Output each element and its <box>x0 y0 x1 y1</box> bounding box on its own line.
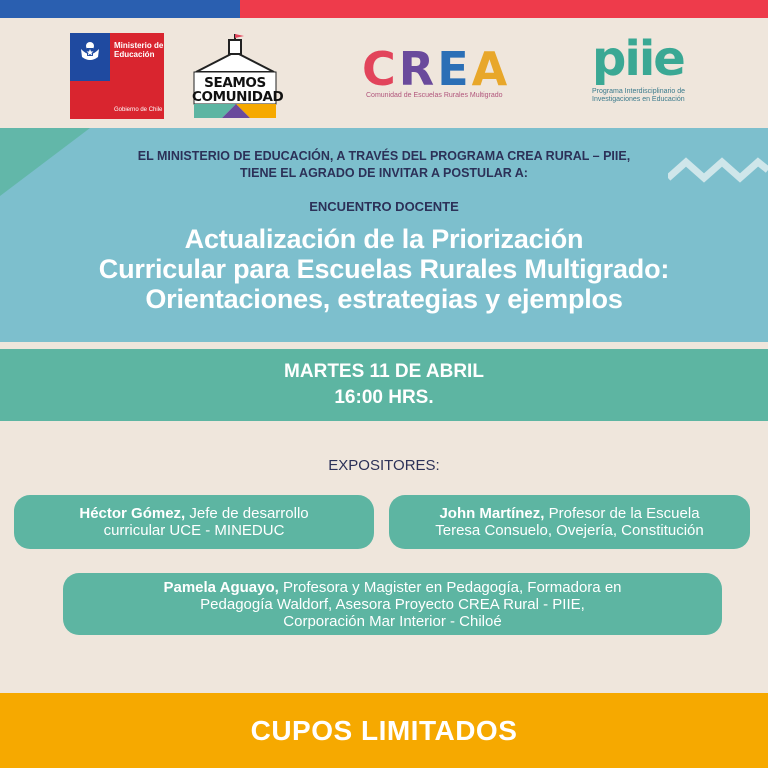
seamos-comunidad-logo <box>192 32 284 118</box>
footer-text: CUPOS LIMITADOS <box>250 714 518 746</box>
piie-logo <box>592 32 712 122</box>
speaker-3-role-line2: Pedagogía Waldorf, Asesora Proyecto CREA Rural - PIIE, <box>200 595 585 613</box>
event-date: MARTES 11 DE ABRIL <box>284 361 484 382</box>
crea-letter-a: A <box>471 42 508 96</box>
piie-wordmark: piie <box>592 31 684 87</box>
crea-logo <box>362 44 542 108</box>
crea-letter-e: E <box>437 42 469 96</box>
speaker-3-name: Pamela Aguayo, <box>163 578 279 596</box>
title-line3: Orientaciones, estrategias y ejemplos <box>145 284 623 314</box>
headline-band <box>0 128 768 342</box>
mineduc-line1: Ministerio de <box>114 41 164 50</box>
piie-line2: Investigaciones en Educación <box>592 96 685 103</box>
crea-letter-c: C <box>362 42 396 96</box>
invite-line2: TIENE EL AGRADO DE INVITAR A POSTULAR A: <box>240 166 528 180</box>
chile-flag-block <box>70 33 110 119</box>
crea-subtitle: Comunidad de Escuelas Rurales Multigrado <box>366 92 503 99</box>
seamos-line2: COMUNIDAD <box>192 89 284 105</box>
event-type: ENCUENTRO DOCENTE <box>309 199 459 214</box>
mineduc-line2: Educación <box>114 50 155 59</box>
speaker-1-name: Héctor Gómez, <box>79 505 186 522</box>
piie-line1: Programa Interdisciplinario de <box>592 88 685 95</box>
top-color-bar <box>0 0 768 18</box>
title-line1: Actualización de la Priorización <box>184 224 584 254</box>
speaker-1-role-line2: curricular UCE - MINEDUC <box>103 522 285 539</box>
event-title <box>0 224 768 314</box>
event-time: 16:00 HRS. <box>334 387 434 408</box>
crea-letter-r: R <box>398 42 435 96</box>
mineduc-footer: Gobierno de Chile <box>114 107 163 113</box>
speaker-2-role-line2: Teresa Consuelo, Ovejería, Constitución <box>435 522 704 539</box>
speaker-3-role-line1: Profesora y Magister en Pedagogía, Formadora en <box>278 578 622 596</box>
speaker-1-role-line1: Jefe de desarrollo <box>185 505 309 522</box>
footer-banner <box>0 693 768 768</box>
speaker-card-3 <box>63 573 722 635</box>
logo-row <box>0 18 768 128</box>
date-band <box>0 349 768 421</box>
top-bar-blue <box>0 0 240 18</box>
title-line2: Curricular para Escuelas Rurales Multigrado: <box>98 254 670 284</box>
speaker-2-name: John Martínez, <box>439 505 545 522</box>
seamos-line1: SEAMOS <box>204 75 266 91</box>
speaker-card-1 <box>14 495 374 549</box>
mineduc-logo <box>70 33 164 119</box>
speaker-2-role-line1: Profesor de la Escuela <box>544 505 700 522</box>
speaker-3-role-line3: Corporación Mar Interior - Chiloé <box>283 612 502 630</box>
invite-line1: EL MINISTERIO DE EDUCACIÓN, A TRAVÉS DEL PROGRAMA CREA RURAL – PIIE, <box>137 149 631 163</box>
speakers-label: EXPOSITORES: <box>328 457 440 474</box>
top-bar-red <box>240 0 768 18</box>
coat-of-arms-icon <box>76 37 104 65</box>
speaker-card-2 <box>389 495 750 549</box>
